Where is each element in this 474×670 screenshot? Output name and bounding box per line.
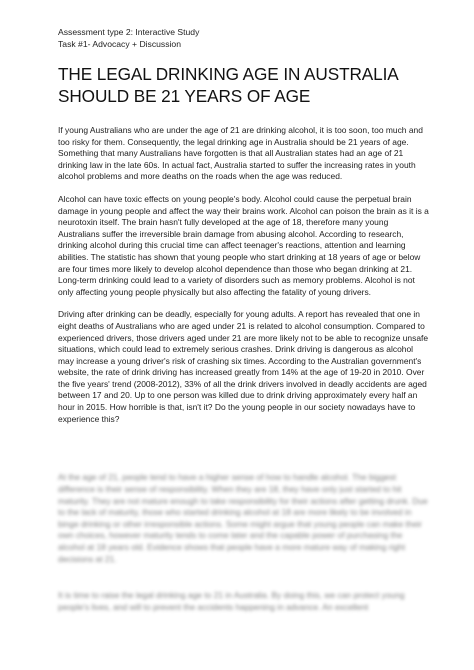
blurred-paragraph-1: At the age of 21, people tend to have a higher sense of how to handle alcohol. The biggest difference is their sense of responsibility. When they are 18, they have only just started to hit maturity. They are not mature enough to take responsibility for their actions after getting drunk. Due to the lack of maturity, those who started drinking alcohol at 18 are more likely to be involved in binge drinking or other irresponsible actions. Some might argue that young people can make their own choices, however maturity tends to come later and the capable power of purchasing the alcohol at 18 years old. Evidence shows that people have a more mature way of making right decisions at 21.	[58, 472, 428, 564]
task-line: Task #1- Advocacy + Discussion	[58, 39, 181, 49]
paragraph-1: If young Australians who are under the age of 21 are drinking alcohol, it is too soon, too much and too risky for them. Consequently, the legal drinking age in Australia should be 21 years of age. Something that many Australians have forgotten is that all Australian states had an age of 21 drinking law in the late 60s. In actual fact, Australia started to suffer the increasing rates in youth alcohol problems and more deaths on the roads when the age was reduced.	[58, 125, 423, 182]
assessment-line: Assessment type 2: Interactive Study	[58, 27, 200, 37]
paragraph-2: Alcohol can have toxic effects on young people's body. Alcohol could cause the perpetual brain damage in young people and affect the way their brains work. Alcohol can poison the brain as it is a neurotoxin itself. The brain hasn't fully developed at the age of 18, therefore many young Australians suffer the irreversible brain damage from abusing alcohol. According to research, drinking alcohol during this crucial time can affect teenager's reactions, attention and learning abilities. The statistic has shown that young people who start drinking at 18 years of age or below are four times more likely to develop alcohol dependence than those who began drinking at 21. Long-term drinking could lead to a variety of disorders such as memory problems. Alcohol is not only affecting young people physically but also affecting the fatality of young drivers.	[58, 193, 429, 297]
document-title: THE LEGAL DRINKING AGE IN AUSTRALIA SHOULD BE 21 YEARS OF AGE	[58, 64, 398, 106]
blurred-paragraph-2: It is time to raise the legal drinking age to 21 in Australia. By doing this, we can protect young people's lives, and will to prevent the accidents happening in advance. An excellent	[58, 590, 405, 613]
document-page	[58, 26, 430, 425]
preview-fade	[0, 452, 474, 464]
paragraph-3: Driving after drinking can be deadly, especially for young adults. A report has revealed that one in eight deaths of Australians who are aged under 21 is related to alcohol consumption. Compared to experienced drivers, those drivers aged under 21 are more likely not to be able to recognize unsafe situations, which could lead to extremely serious crashes. Drink driving is dangerous as alcohol may increase a young driver's risk of crashing six times. According to the Australian government's website, the rate of drink driving has increased greatly from 14% at the age of 19-20 in 2010. Over the five years' trend (2008-2012), 33% of all the drink drivers involved in deadly accidents are aged between 17 and 20. Up to one person was killed due to drink driving approximately every half an hour in 2015. How horrible is that, isn't it? Do the young people in our society nowadays have to experience this?	[58, 309, 429, 424]
